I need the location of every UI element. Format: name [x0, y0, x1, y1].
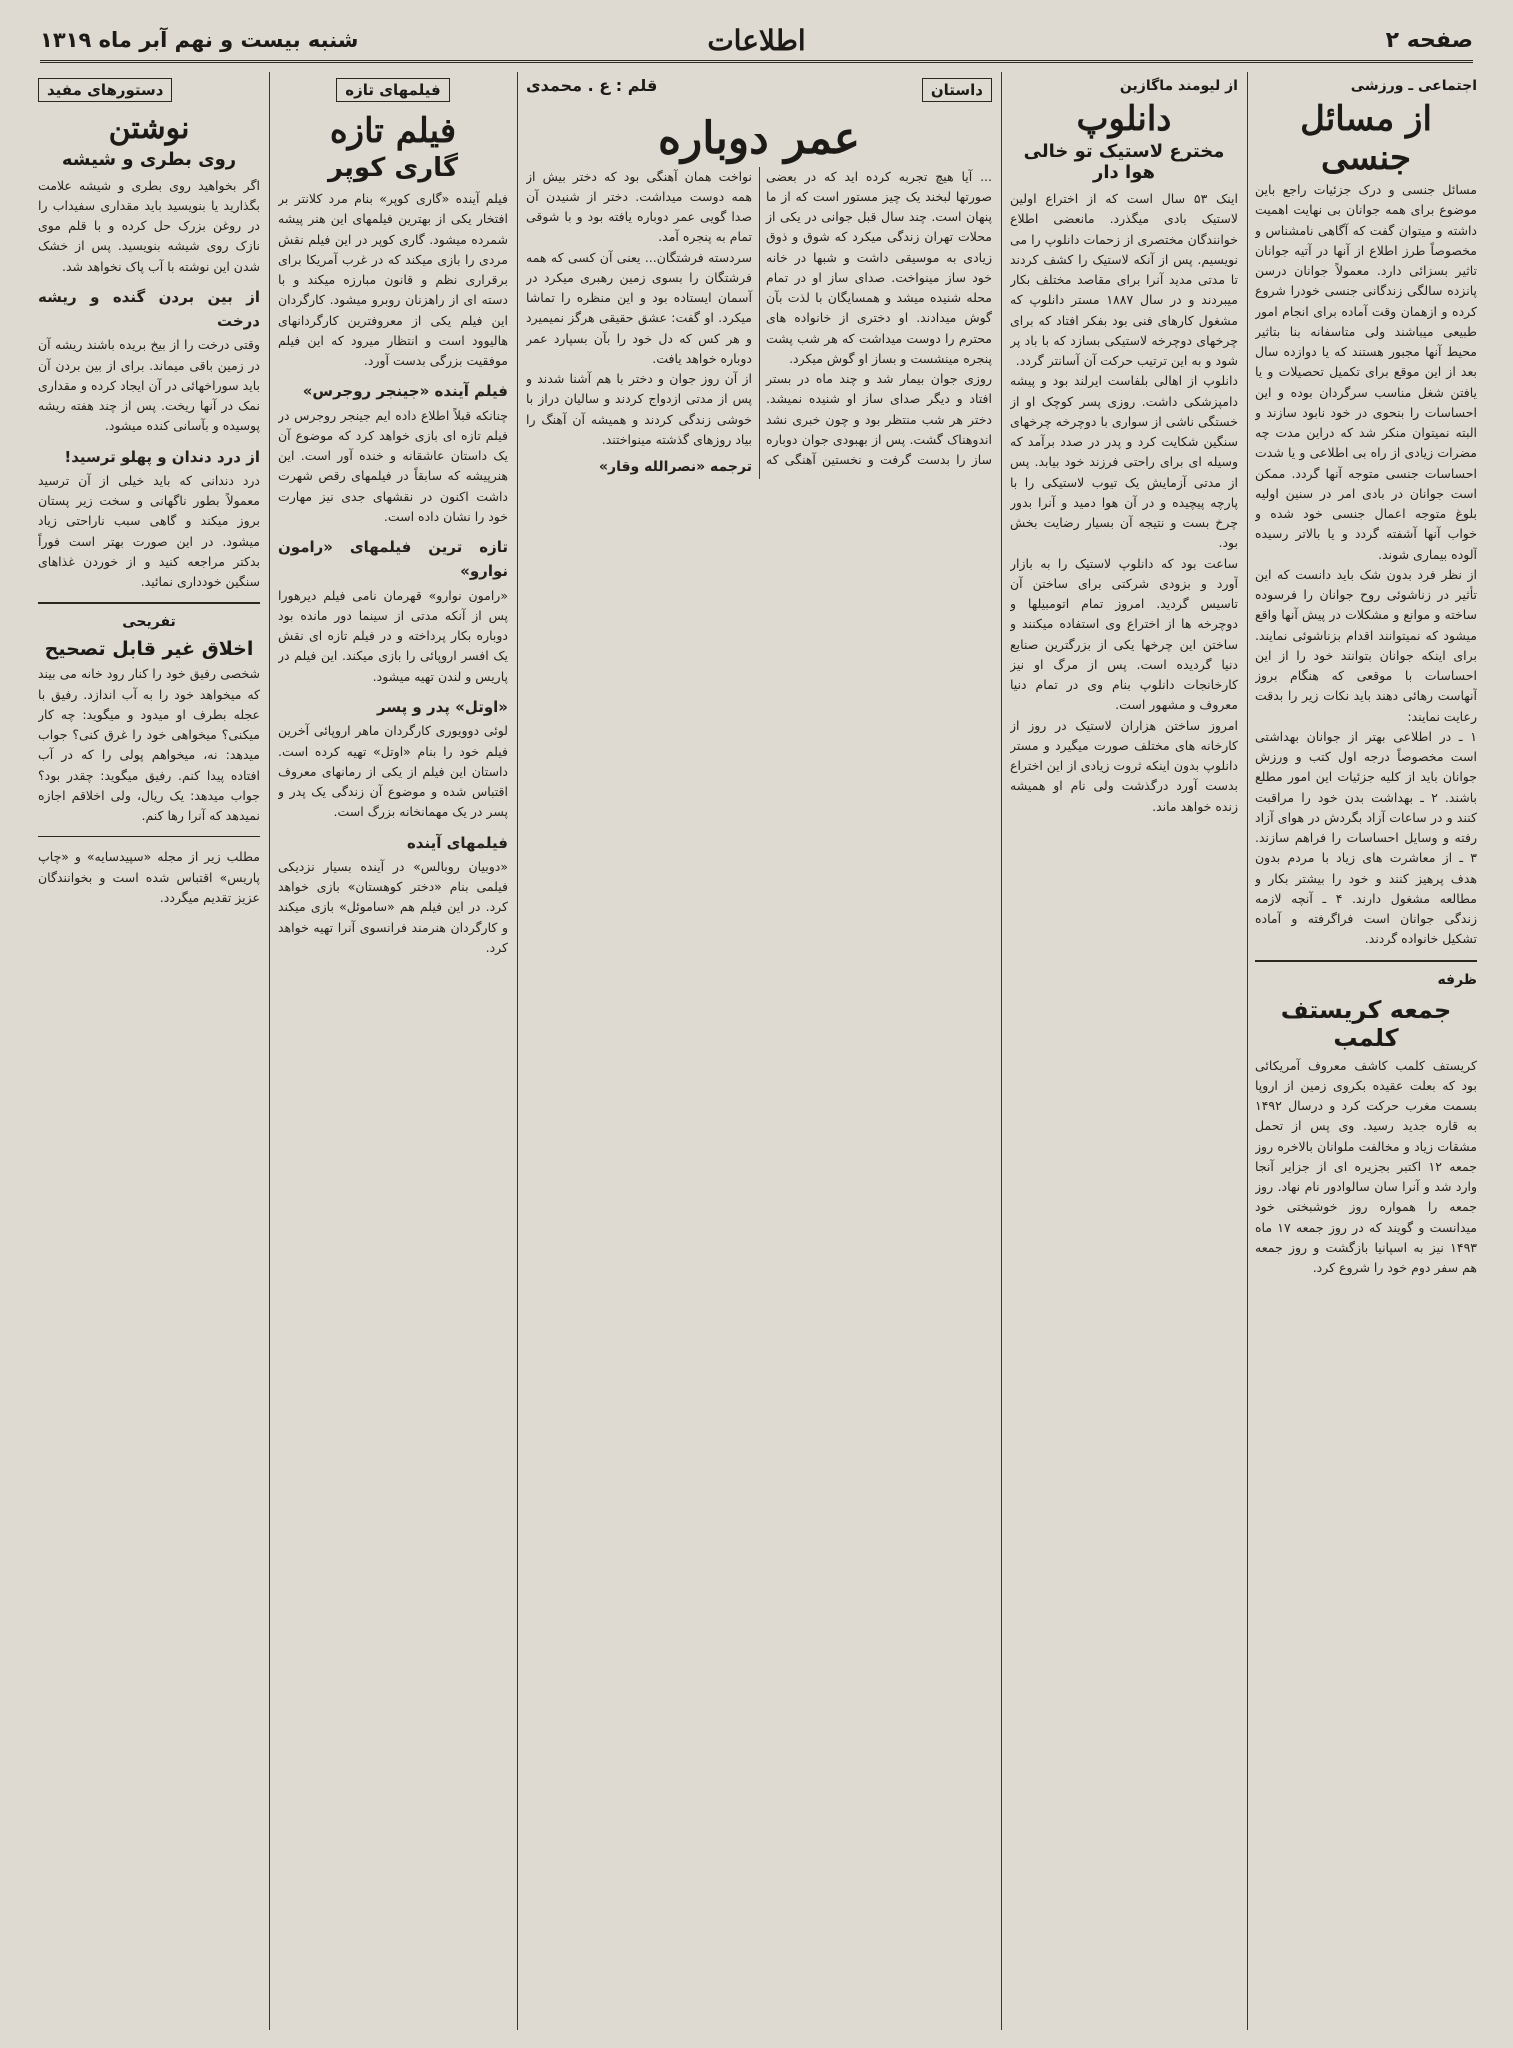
newspaper-name: اطلاعات [707, 24, 806, 57]
article-body: فیلم آینده «گاری کوپر» بنام مرد کلانتر بر افتخار یکی از بهترین فیلمهای این هنر پیشه شمرده میشود. گاری کوپر در این فیلم نقش مردی را بازی میکند که در غرب آمریکا برای برقراری نظم و قانون مبارزه میکند و با دسته ای از راهزنان روبرو میشود. کارگردان این فیلم یکی از معروفترین کارگردانهای هالیوود است و انتظار میرود که این فیلم موفقیت بزرگی بدست آورد. فیلم آینده «جینجر روجرس» چنانکه قبلاً اطلاع داده ایم جینجر روجرس در فیلم تازه ای بازی خواهد کرد که موضوع آن یک داستان عاشقانه و خنده آور است. این هنرپیشه که سابقاً در فیلمهای رقص شهرت داشت اکنون در نقشهای جدی نیز مهارت خود را نشان داده است. تازه ترین فیلمهای «رامون نوارو» «رامون نوارو» قهرمان نامی فیلم دیرهورا پس از آنکه مدتی از سینما دور مانده بود دوباره بکار پرداخته و در فیلم تازه ای نقش یک افسر اروپائی را بازی میکند. این فیلم در پاریس و لندن تهیه میشود. «اوتل» پدر و پسر لوئی دوویوری کارگردان ماهر اروپائی آخرین فیلم خود را بنام «اوتل» تهیه کرده است. داستان این فیلم از یکی از رمانهای معروف اقتباس شده و موضوع آن زندگی یک پدر و پسر در یک مهمانخانه بزرگ است. فیلمهای آینده «دوبیان روبالس» در آینده بسیار نزدیکی فیلمی بنام «دختر کوهستان» بازی خواهد کرد. در این فیلم هم «ساموئل» بازی میکند و کارگردان هنرمند فرانسوی آنرا تهیه خواهد کرد. [278, 191, 508, 955]
column-new-films [278, 72, 508, 2030]
column-dunlop [1010, 72, 1238, 2030]
column-rule [1247, 72, 1248, 2030]
page-number: صفحه ۲ [1385, 28, 1473, 53]
column-rule [269, 72, 270, 2030]
article-title: نوشتن [108, 111, 190, 146]
column-rule [517, 72, 518, 2030]
section-heading: فیلمهای آینده [406, 833, 508, 852]
article-title: جمعه کریستف کلمب [1280, 995, 1452, 1052]
article-body: کریستف کلمب کاشف معروف آمریکائی بود که بعلت عقیده بکروی زمین از اروپا بسمت مغرب حرکت کرد و درسال ۱۴۹۲ به قاره جدید رسید. وی پس از تحمل مشقات زیاد و مخالفت ملوانان بالاخره روز جمعه ۱۲ اکتبر بجزیره ای از جزایر آنجا وارد شد و آنرا سان سالوادور نام نهاد. روز جمعه را همواره روز خوشبختی خود میدانست و گویند که در روز جمعه ۱۷ ماه ۱۴۹۳ نیز به اسپانیا بازگشت و روز جمعه هم سفر دوم خود را شروع کرد. [1255, 1057, 1477, 1276]
divider [38, 836, 260, 837]
section-kicker: داستان [922, 78, 992, 102]
story-title: عمر دوباره [657, 113, 861, 164]
section-heading: از درد دندان و پهلو ترسید! [64, 447, 260, 466]
translator-credit: ترجمه «نصرالله وقار» [599, 459, 752, 476]
column-useful-tips [38, 72, 260, 2030]
article-body: اینک ۵۳ سال است که از اختراع اولین لاستیک بادی میگذرد. مانعضی اطلاع خوانندگان مختصری از زحمات دانلوپ را می نویسیم. پس از آنکه لاستیک را کشف کردند تا مدتی مدید آنرا برای مقاصد مختلف بکار میبردند و در سال ۱۸۸۷ مستر دانلوپ که مشغول کارهای فنی بود بفکر افتاد که برای چرخهای دوچرخه لاستیکی بسازد که با باد پر شود و به این ترتیب حرکت آن آسانتر گردد. دانلوپ از اهالی بلفاست ایرلند بود و پیشه دامپزشکی داشت. روزی پسر کوچک او از خستگی ناشی از سواری با دوچرخه چرخهای سنگین شکایت کرد و پدر در صدد برآمد که وسیله ای برای راحتی فرزند خود بیابد. پس از مدتی آزمایش یک تیوب لاستیکی را با پارچه پیچیده و در آن هوا دمید و آنرا بدور چرخ بست و نتیجه آن بسیار رضایت بخش بود. ساعت بود که دانلوپ لاستیک را به بازار آورد و بزودی شرکتی برای ساختن آن تاسیس گردید. امروز تمام اتومبیلها و دوچرخه ها از اختراع وی استفاده میکنند و ساختن این چرخها یکی از بزرگترین صنایع دنیا گردیده است. پس از مرگ او نیز کارخانجات دانلوپ بنام وی در تمام دنیا معروف و مشهور است. امروز ساختن هزاران لاستیک در روز از کارخانه های مختلف صورت میگیرد و مستر دانلوپ بدون اینکه ثروت زیادی از این اختراع بدست آورد درگذشت ولی نام او همیشه زنده خواهد ماند. [1010, 191, 1238, 814]
section-kicker: اجتماعی ـ ورزشی [1350, 78, 1477, 94]
article-body: شخصی رفیق خود را کنار رود خانه می بیند که میخواهد خود را به آب اندازد. رفیق با عجله بطرف او میدود و میگوید: چه کار میکنی؟ میخواهی خود را غرق کنی؟ جواب میدهد: نه، میخواهم پولی را که در آب افتاده پیدا کنم. رفیق میگوید: چقدر بود؟ جواب میدهد: یک ریال، ولی اخلاقم اجازه نمیدهد که آنرا رها کنم. مطلب زیر از مجله «سپیدسایه» و «چاپ پاریس» اقتباس شده است و بخوانندگان عزیز تقدیم میگردد. [38, 666, 260, 905]
section-kicker: تفریحی [122, 614, 176, 631]
column-rule [1001, 72, 1002, 2030]
article-subtitle: گاری کوپر [327, 153, 459, 184]
section-kicker: ظرفه [1437, 971, 1477, 988]
section-kicker: فیلمهای تازه [336, 78, 449, 102]
article-title: فیلم تازه [329, 111, 457, 151]
section-kicker: دستورهای مفید [38, 78, 172, 102]
byline: قلم : ع . محمدی [526, 76, 658, 95]
column-sexual-issues [1255, 72, 1477, 2030]
issue-date: شنبه بیست و نهم آبر ماه ۱۳۱۹ [40, 28, 359, 52]
article-subtitle: مخترع لاستیک تو خالی هوا دار [1023, 141, 1225, 184]
article-title: دانلوپ [1076, 99, 1172, 139]
article-title: از مسائل جنسی [1300, 99, 1432, 179]
article-subtitle: روی بطری و شیشه [61, 148, 237, 170]
divider [1255, 960, 1477, 962]
section-heading: فیلم آینده «جینجر روجرس» [302, 382, 508, 401]
masthead [40, 22, 1473, 63]
column-story [526, 72, 992, 2030]
section-heading: از بین بردن گنده و ریشه درخت [38, 287, 260, 331]
story-body: ... آیا هیچ تجربه کرده اید که در بعضی صورتها لبخند یک چیز مستور است که از ما پنهان است. چند سال قبل جوانی در یکی از محلات تهران زندگی میکرد که شوق و ذوق زیادی به موسیقی داشت و شبها در خانه خود ساز مینواخت. صدای ساز او در تمام محله شنیده میشد و همسایگان با لذت بآن گوش میدادند. او دختری از خانواده های محترم را دوست میداشت که هر شب پشت پنجره مینشست و بساز او گوش میکرد. روزی جوان بیمار شد و چند ماه در بستر افتاد و دیگر صدای ساز او شنیده نمیشد. دختر هر شب منتظر بود و چون خبری نشد اندوهناک گشت. پس از بهبودی جوان دوباره ساز را بدست گرفت و نخستین آهنگی که نواخت همان آهنگی بود که دختر بیش از همه دوست میداشت. دختر از شنیدن آن صدا گویی عمر دوباره یافته بود و با شوقی تمام به پنجره آمد. سردسته فرشتگان... یعنی آن کسی که همه فرشتگان را بسوی زمین رهبری میکرد در آسمان ایستاده بود و این منظره را تماشا میکرد. او گفت: عشق حقیقی هرگز نمیمیرد و هر کس که دل خود را بآن بسپارد عمر دوباره خواهد یافت. از آن روز جوان و دختر با هم آشنا شدند و پس از مدتی ازدواج کردند و سالیان دراز با خوشی زندگی کردند و همیشه آن آهنگ را بیاد روزهای گذشته مینواختند. ترجمه «نصرالله وقار» [526, 167, 992, 479]
article-body: اگر بخواهید روی بطری و شیشه علامت بگذارید یا بنویسید باید مقداری سفیداب را در روغن بزرک حل کرده و با قلم موی نازک روی شیشه بنویسید. پس از خشک شدن این نوشته با آب پاک نخواهد شد. از بین بردن گنده و ریشه درخت وقتی درخت را از بیخ بریده باشند ریشه آن در زمین باقی میماند. برای از بین بردن آن باید سوراخهائی در آن ایجاد کرده و مقداری نمک در آنها ریخت. پس از چند هفته ریشه پوسیده و بآسانی کنده میشود. از درد دندان و پهلو ترسید! درد دندانی که باید خیلی از آن ترسید معمولاً بطور ناگهانی و سخت زیر پستان بروز میکند و گاهی سبب ناراحتی زیاد میشود. در این صورت بهتر است فوراً بدکتر مراجعه کنید و از خوردن غذاهای سنگین خودداری نمائید. [38, 177, 260, 590]
section-heading: تازه ترین فیلمهای «رامون نوارو» [278, 538, 508, 581]
section-heading: «اوتل» پدر و پسر [376, 697, 508, 716]
article-body: مسائل جنسی و درک جزئیات راجع باین موضوع برای همه جوانان بی نهایت اهمیت داشته و میتوان گفت که آگاهی نامشناس و مخصوصاً طرز اطلاع از آنها در آتیه جوانان تاثیر بسزائی دارد. معمولاً جوانان درسن پانزده سالگی زندگانی جنسی خودرا شروع کرده و ازهمان وقت آماده برای انجام امور طبیعی میباشند ولی متاسفانه بنا بتاثیر محیط آنها مجبور هستند که یا دوازده سال بعد از این موقع برای تکمیل تحصیلات و یا یافتن شغل مناسب سرگردان بوده و این احساسات را بنحوی در خود نابود سازند و البته نمیتوان منکر شد که دراین مدت چه مضرات زیادی از راه بی اطلاعی و یا شدت احساسات جنسی متوجه آنها گردد. ممکن است جوانان در بادی امر در سنین اولیه بلوغ متوجه اعمال جنسی خود شده و خواب آنها آشفته گردد و یا بالاتر رسیده آلوده بیماری شوند. از نظر فرد بدون شک باید دانست که این تأثیر در زناشوئی روح جوانان را فرسوده ساخته و موانع و مشکلات در پیش آنها واقع میشود که نمیتوانند اقدام بزناشوئی نمایند. برای اینکه جوانان بتوانند خود را از این احساسات با موقعی که هنگام بروز آنهاست رهائی دهند باید نکات زیر را بدقت رعایت نمایند: ۱ ـ در اطلاعی بهتر از جوانان بهداشتی است مخصوصاً درجه اول کتب و ورزش جوانان باید از کلیه جزئیات این امور مطلع باشند. ۲ ـ بهداشت بدن خود را مراقبت کنند و در ساعات آزاد بگردش در هوای آزاد رفته و وسایل احساسات را فراهم سازند. ۳ ـ از معاشرت های زیاد با مردم بدون هدف پرهیز کنند و خود را بیشتر بکار و مطالعه مشغول دارند. ۴ ـ آنچه لازمه زندگی جوانان است فراگرفته و آماده تشکیل خانواده گردند. [1255, 182, 1477, 947]
article-title: اخلاق غیر قابل تصحیح [44, 638, 254, 661]
divider [38, 602, 260, 604]
section-kicker: از لیومند ماگازین [1119, 78, 1238, 94]
